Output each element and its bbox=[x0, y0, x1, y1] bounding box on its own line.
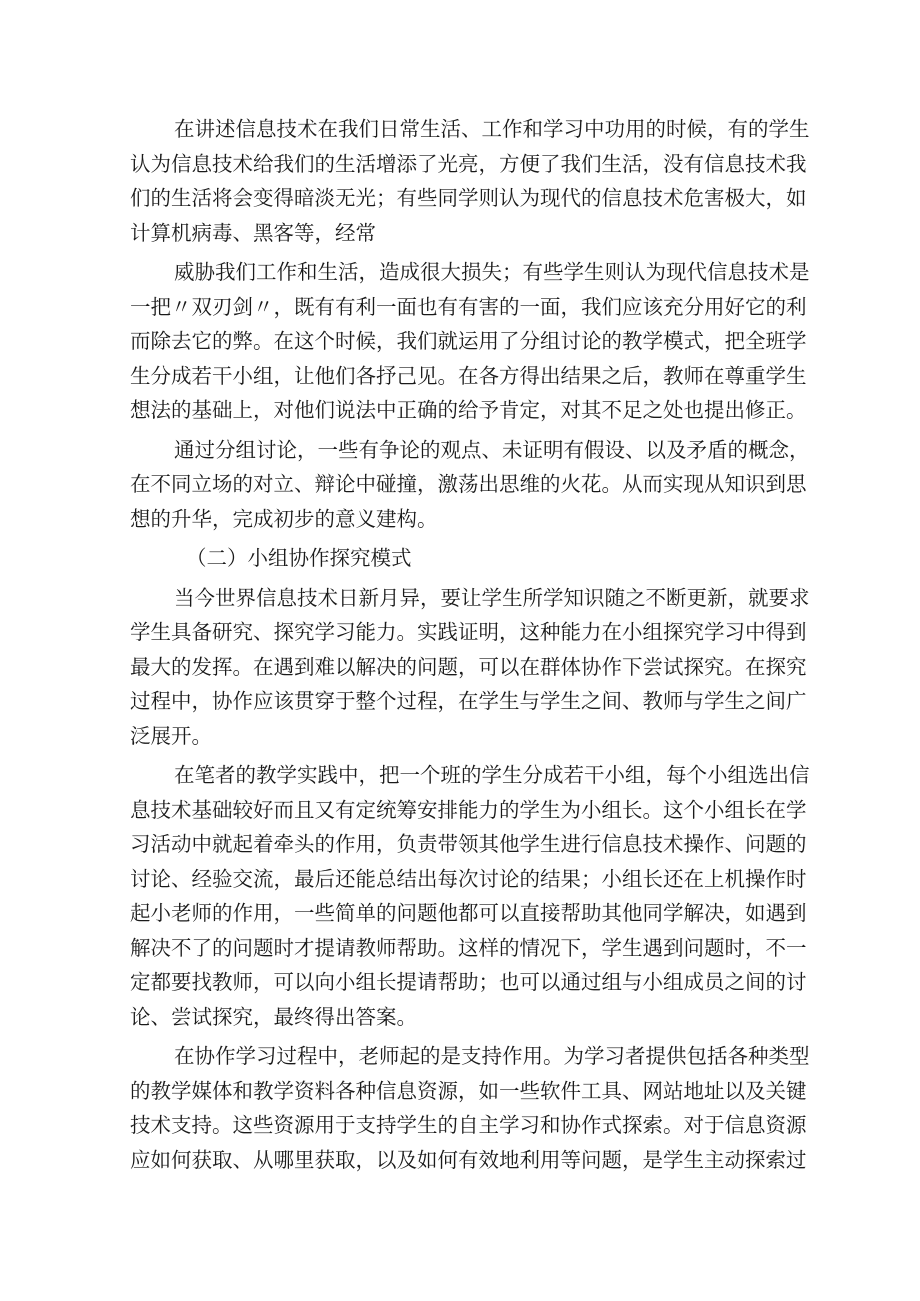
text-line: 息技术基础较好而且又有定统筹安排能力的学生为小组长。这个小组长在学 bbox=[130, 797, 807, 822]
section-heading: （二）小组协作探究模式 bbox=[186, 546, 412, 570]
text-line: 一把〃双刃剑〃，既有有利一面也有有害的一面，我们应该充分用好它的利 bbox=[130, 294, 807, 319]
text-line: 讨论、经验交流，最后还能总结出每次讨论的结果；小组长还在上机操作时 bbox=[130, 866, 807, 891]
text-line: 当今世界信息技术日新月异，要让学生所学知识随之不断更新，就要求 bbox=[174, 585, 810, 610]
text-line: 论、尝试探究，最终得出答案。 bbox=[130, 1004, 417, 1029]
text-line: 在讲述信息技术在我们日常生活、工作和学习中功用的时候，有的学生 bbox=[174, 117, 810, 141]
text-line: 的教学媒体和教学资料各种信息资源，如一些软件工具、网站地址以及关键 bbox=[130, 1078, 807, 1103]
paragraph bbox=[130, 581, 810, 754]
paragraph bbox=[130, 433, 810, 537]
text-line: 起小老师的作用，一些简单的问题他都可以直接帮助其他同学解决，如遇到 bbox=[130, 901, 807, 925]
document-page bbox=[130, 112, 810, 1177]
text-line: 认为信息技术给我们的生活增添了光亮，方便了我们生活，没有信息技术我 bbox=[130, 151, 807, 176]
text-line: 们的生活将会变得暗淡无光；有些同学则认为现代的信息技术危害极大，如 bbox=[130, 186, 807, 210]
text-line: 而除去它的弊。在这个时候，我们就运用了分组讨论的教学模式，把全班学 bbox=[130, 329, 807, 353]
text-line: 习活动中就起着牵头的作用，负责带领其他学生进行信息技术操作、问题的 bbox=[130, 832, 807, 856]
text-line: 最大的发挥。在遇到难以解决的问题，可以在群体协作下尝试探究。在探究 bbox=[130, 654, 807, 679]
text-line: 计算机病毒、黑客等，经常 bbox=[130, 220, 376, 245]
text-line: 解决不了的问题时才提请教师帮助。这样的情况下，学生遇到问题时，不一 bbox=[130, 935, 807, 960]
text-line: 想的升华，完成初步的意义建构。 bbox=[130, 506, 438, 531]
paragraph bbox=[130, 255, 810, 428]
text-line: 威胁我们工作和生活，造成很大损失；有些学生则认为现代信息技术是 bbox=[174, 260, 810, 284]
text-line: 生分成若干小组，让他们各抒己见。在各方得出结果之后，教师在尊重学生 bbox=[130, 363, 807, 388]
text-line: 通过分组讨论，一些有争论的观点、未证明有假设、以及矛盾的概念， bbox=[174, 437, 810, 462]
text-line: 在协作学习过程中，老师起的是支持作用。为学习者提供包括各种类型 bbox=[174, 1044, 810, 1068]
paragraph bbox=[130, 758, 810, 1034]
text-line: 学生具备研究、探究学习能力。实践证明，这种能力在小组探究学习中得到 bbox=[130, 620, 807, 644]
text-line: 应如何获取、从哪里获取，以及如何有效地利用等问题，是学生主动探索过 bbox=[130, 1147, 807, 1172]
text-line: 泛展开。 bbox=[130, 723, 212, 748]
text-line: 过程中，协作应该贯穿于整个过程，在学生与学生之间、教师与学生之间广 bbox=[130, 689, 807, 713]
paragraph bbox=[130, 1039, 810, 1177]
text-line: 定都要找教师，可以向小组长提请帮助；也可以通过组与小组成员之间的讨 bbox=[130, 970, 807, 994]
text-line: 想法的基础上，对他们说法中正确的给予肯定，对其不足之处也提出修正。 bbox=[130, 398, 807, 422]
text-line: 技术支持。这些资源用于支持学生的自主学习和协作式探索。对于信息资源 bbox=[130, 1113, 807, 1137]
paragraph bbox=[130, 112, 810, 250]
text-line: 在笔者的教学实践中，把一个班的学生分成若干小组，每个小组选出信 bbox=[174, 763, 810, 787]
text-line: 在不同立场的对立、辩论中碰撞，激荡出思维的火花。从而实现从知识到思 bbox=[130, 472, 807, 496]
